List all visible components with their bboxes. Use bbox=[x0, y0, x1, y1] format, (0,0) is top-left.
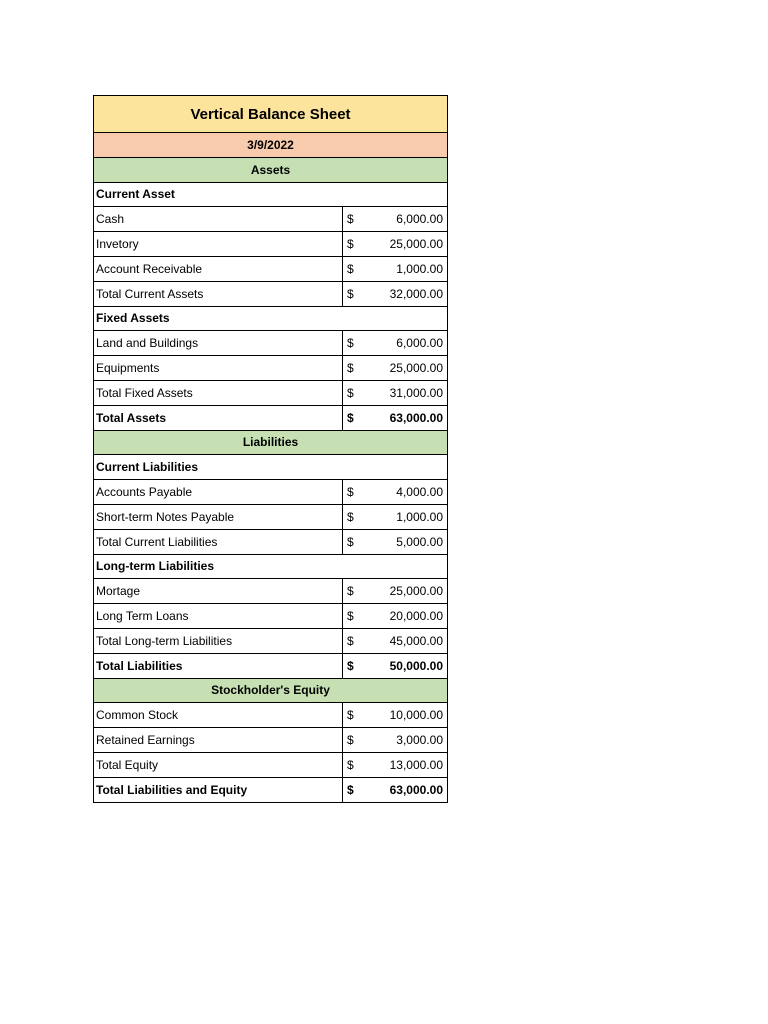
row-label: Total Current Assets bbox=[94, 281, 343, 306]
table-row-total-current-liabilities bbox=[94, 529, 448, 554]
row-amount: 13,000.00 bbox=[360, 752, 448, 777]
row-label: Cash bbox=[94, 207, 343, 232]
currency-symbol: $ bbox=[343, 628, 360, 653]
table-row-accounts-payable bbox=[94, 480, 448, 505]
table-row-retained-earnings bbox=[94, 728, 448, 753]
row-amount: 31,000.00 bbox=[360, 380, 448, 405]
row-label: Mortage bbox=[94, 579, 343, 604]
currency-symbol: $ bbox=[343, 504, 360, 529]
row-amount: 63,000.00 bbox=[360, 777, 448, 802]
group-label: Fixed Assets bbox=[94, 306, 448, 331]
group-label: Current Liabilities bbox=[94, 455, 448, 480]
currency-symbol: $ bbox=[343, 752, 360, 777]
currency-symbol: $ bbox=[343, 579, 360, 604]
row-label: Retained Earnings bbox=[94, 728, 343, 753]
row-amount: 25,000.00 bbox=[360, 232, 448, 257]
row-amount: 4,000.00 bbox=[360, 480, 448, 505]
row-amount: 50,000.00 bbox=[360, 653, 448, 678]
group-label: Current Asset bbox=[94, 182, 448, 207]
currency-symbol: $ bbox=[343, 207, 360, 232]
row-label: Total Fixed Assets bbox=[94, 380, 343, 405]
row-amount: 45,000.00 bbox=[360, 628, 448, 653]
row-label: Common Stock bbox=[94, 703, 343, 728]
currency-symbol: $ bbox=[343, 232, 360, 257]
currency-symbol: $ bbox=[343, 604, 360, 629]
group-header-long-term-liabilities bbox=[94, 554, 448, 579]
row-label: Short-term Notes Payable bbox=[94, 504, 343, 529]
currency-symbol: $ bbox=[343, 653, 360, 678]
date-row bbox=[94, 133, 448, 158]
group-label: Long-term Liabilities bbox=[94, 554, 448, 579]
row-label: Accounts Payable bbox=[94, 480, 343, 505]
row-amount: 1,000.00 bbox=[360, 256, 448, 281]
row-label: Land and Buildings bbox=[94, 331, 343, 356]
table-row-long-term-loans bbox=[94, 604, 448, 629]
row-label: Total Assets bbox=[94, 405, 343, 430]
title-row bbox=[94, 96, 448, 133]
table-row-total-assets bbox=[94, 405, 448, 430]
section-header-assets bbox=[94, 157, 448, 182]
table-row-cash bbox=[94, 207, 448, 232]
currency-symbol: $ bbox=[343, 405, 360, 430]
table-row-short-term-notes bbox=[94, 504, 448, 529]
row-label: Total Equity bbox=[94, 752, 343, 777]
sheet-date: 3/9/2022 bbox=[94, 133, 448, 158]
table-row-land-buildings bbox=[94, 331, 448, 356]
section-header-liabilities bbox=[94, 430, 448, 455]
section-label: Stockholder's Equity bbox=[94, 678, 448, 703]
row-amount: 1,000.00 bbox=[360, 504, 448, 529]
currency-symbol: $ bbox=[343, 331, 360, 356]
section-label: Assets bbox=[94, 157, 448, 182]
table-row-mortage bbox=[94, 579, 448, 604]
currency-symbol: $ bbox=[343, 256, 360, 281]
currency-symbol: $ bbox=[343, 356, 360, 381]
row-label: Total Long-term Liabilities bbox=[94, 628, 343, 653]
row-amount: 6,000.00 bbox=[360, 331, 448, 356]
section-header-equity bbox=[94, 678, 448, 703]
row-amount: 5,000.00 bbox=[360, 529, 448, 554]
table-row-total-long-term-liabilities bbox=[94, 628, 448, 653]
group-header-current-liabilities bbox=[94, 455, 448, 480]
row-label: Invetory bbox=[94, 232, 343, 257]
currency-symbol: $ bbox=[343, 480, 360, 505]
currency-symbol: $ bbox=[343, 777, 360, 802]
table-row-total-liabilities-equity bbox=[94, 777, 448, 802]
currency-symbol: $ bbox=[343, 281, 360, 306]
row-label: Long Term Loans bbox=[94, 604, 343, 629]
table-row-account-receivable bbox=[94, 256, 448, 281]
row-label: Total Liabilities and Equity bbox=[94, 777, 343, 802]
section-label: Liabilities bbox=[94, 430, 448, 455]
row-label: Total Current Liabilities bbox=[94, 529, 343, 554]
sheet-title: Vertical Balance Sheet bbox=[94, 96, 448, 133]
group-header-current-asset bbox=[94, 182, 448, 207]
table-row-total-equity bbox=[94, 752, 448, 777]
row-amount: 6,000.00 bbox=[360, 207, 448, 232]
table-row-common-stock bbox=[94, 703, 448, 728]
table-row-total-liabilities bbox=[94, 653, 448, 678]
currency-symbol: $ bbox=[343, 380, 360, 405]
table-row-equipments bbox=[94, 356, 448, 381]
row-label: Total Liabilities bbox=[94, 653, 343, 678]
table-row-total-current-assets bbox=[94, 281, 448, 306]
currency-symbol: $ bbox=[343, 728, 360, 753]
row-amount: 20,000.00 bbox=[360, 604, 448, 629]
balance-sheet-table bbox=[93, 95, 448, 803]
row-label: Account Receivable bbox=[94, 256, 343, 281]
group-header-fixed-assets bbox=[94, 306, 448, 331]
table-row-inventory bbox=[94, 232, 448, 257]
row-amount: 32,000.00 bbox=[360, 281, 448, 306]
currency-symbol: $ bbox=[343, 703, 360, 728]
row-amount: 25,000.00 bbox=[360, 356, 448, 381]
row-amount: 3,000.00 bbox=[360, 728, 448, 753]
row-label: Equipments bbox=[94, 356, 343, 381]
row-amount: 10,000.00 bbox=[360, 703, 448, 728]
table-row-total-fixed-assets bbox=[94, 380, 448, 405]
row-amount: 25,000.00 bbox=[360, 579, 448, 604]
currency-symbol: $ bbox=[343, 529, 360, 554]
row-amount: 63,000.00 bbox=[360, 405, 448, 430]
